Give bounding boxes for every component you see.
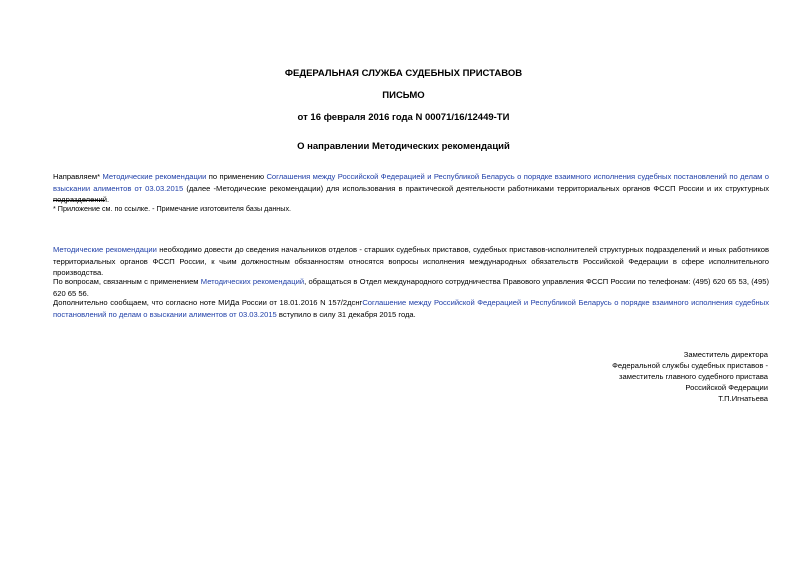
signature-line-3: заместитель главного судебного пристава (619, 372, 768, 381)
paragraph-4 (53, 297, 769, 320)
paragraph-3-text-b: , обращаться в Отдел международного сотрудничества Правового управления ФССП России по телефонам: (495) 620 65 53, (495) 620 65 56. (53, 277, 769, 298)
footnote: * Приложение см. по ссылке. - Примечание изготовителя базы данных. (53, 204, 292, 213)
paragraph-4-text-b: вступило в силу 31 декабря 2015 года. (276, 309, 416, 319)
document-type-heading: ПИСЬМО (382, 90, 425, 101)
paragraph-3 (53, 276, 769, 299)
paragraph-4-text-a: Дополнительно сообщаем, что согласно ноте МИДа России от 18.01.2016 N 157/2дснг (53, 298, 363, 307)
paragraph-3-text-a: По вопросам, связанным с применением (53, 277, 201, 286)
paragraph-1-text-a: Направляем* (53, 172, 103, 181)
paragraph-1-text-c: (далее -Методические рекомендации) для использования в практической деятельности работниками территориальных органов ФССП России и их структурных подразделений. (53, 183, 769, 204)
paragraph-2-text: необходимо довести до сведения начальников отделов - старших судебных приставов, судебных приставов-исполнителей структурных подразделений и иных работников территориальных органов ФССП России, к чьим должностным обязанностям относятся вопросы исполнения международных обязательств Российской Федерации в сфере исполнительного производства. (53, 245, 769, 277)
paragraph-1 (53, 171, 769, 206)
document-date-number: от 16 февраля 2016 года N 00071/16/12449-ТИ (297, 112, 510, 123)
agency-heading: ФЕДЕРАЛЬНАЯ СЛУЖБА СУДЕБНЫХ ПРИСТАВОВ (284, 68, 523, 79)
signature-name: Т.П.Игнатьева (718, 394, 768, 403)
footnote-divider (53, 200, 105, 201)
signature-block (468, 349, 768, 404)
signature-line-2: Федеральной службы судебных приставов - (612, 361, 768, 370)
paragraph-1-text-b: по применению (206, 172, 267, 181)
methodical-recommendations-link-3[interactable]: Методических рекомендаций (200, 277, 305, 286)
signature-line-1: Заместитель директора (683, 350, 768, 359)
signature-line-4: Российской Федерации (685, 383, 768, 392)
methodical-recommendations-link[interactable]: Методические рекомендации (102, 172, 207, 181)
agreement-link-2[interactable]: Соглашение между Российской Федерацией и Республикой Беларусь о порядке взаимного исполнения судебных постановлений по делам о взыскании алиментов от 03.03.2015 (53, 298, 769, 319)
document-subject: О направлении Методических рекомендаций (297, 141, 510, 152)
agreement-link[interactable]: Соглашения между Российской Федерацией и Республикой Беларусь о порядке взаимного исполнения судебных постановлений по делам о взыскании алиментов от 03.03.2015 (53, 172, 770, 193)
methodical-recommendations-link-2[interactable]: Методические рекомендации (53, 245, 157, 254)
paragraph-2 (53, 244, 769, 279)
